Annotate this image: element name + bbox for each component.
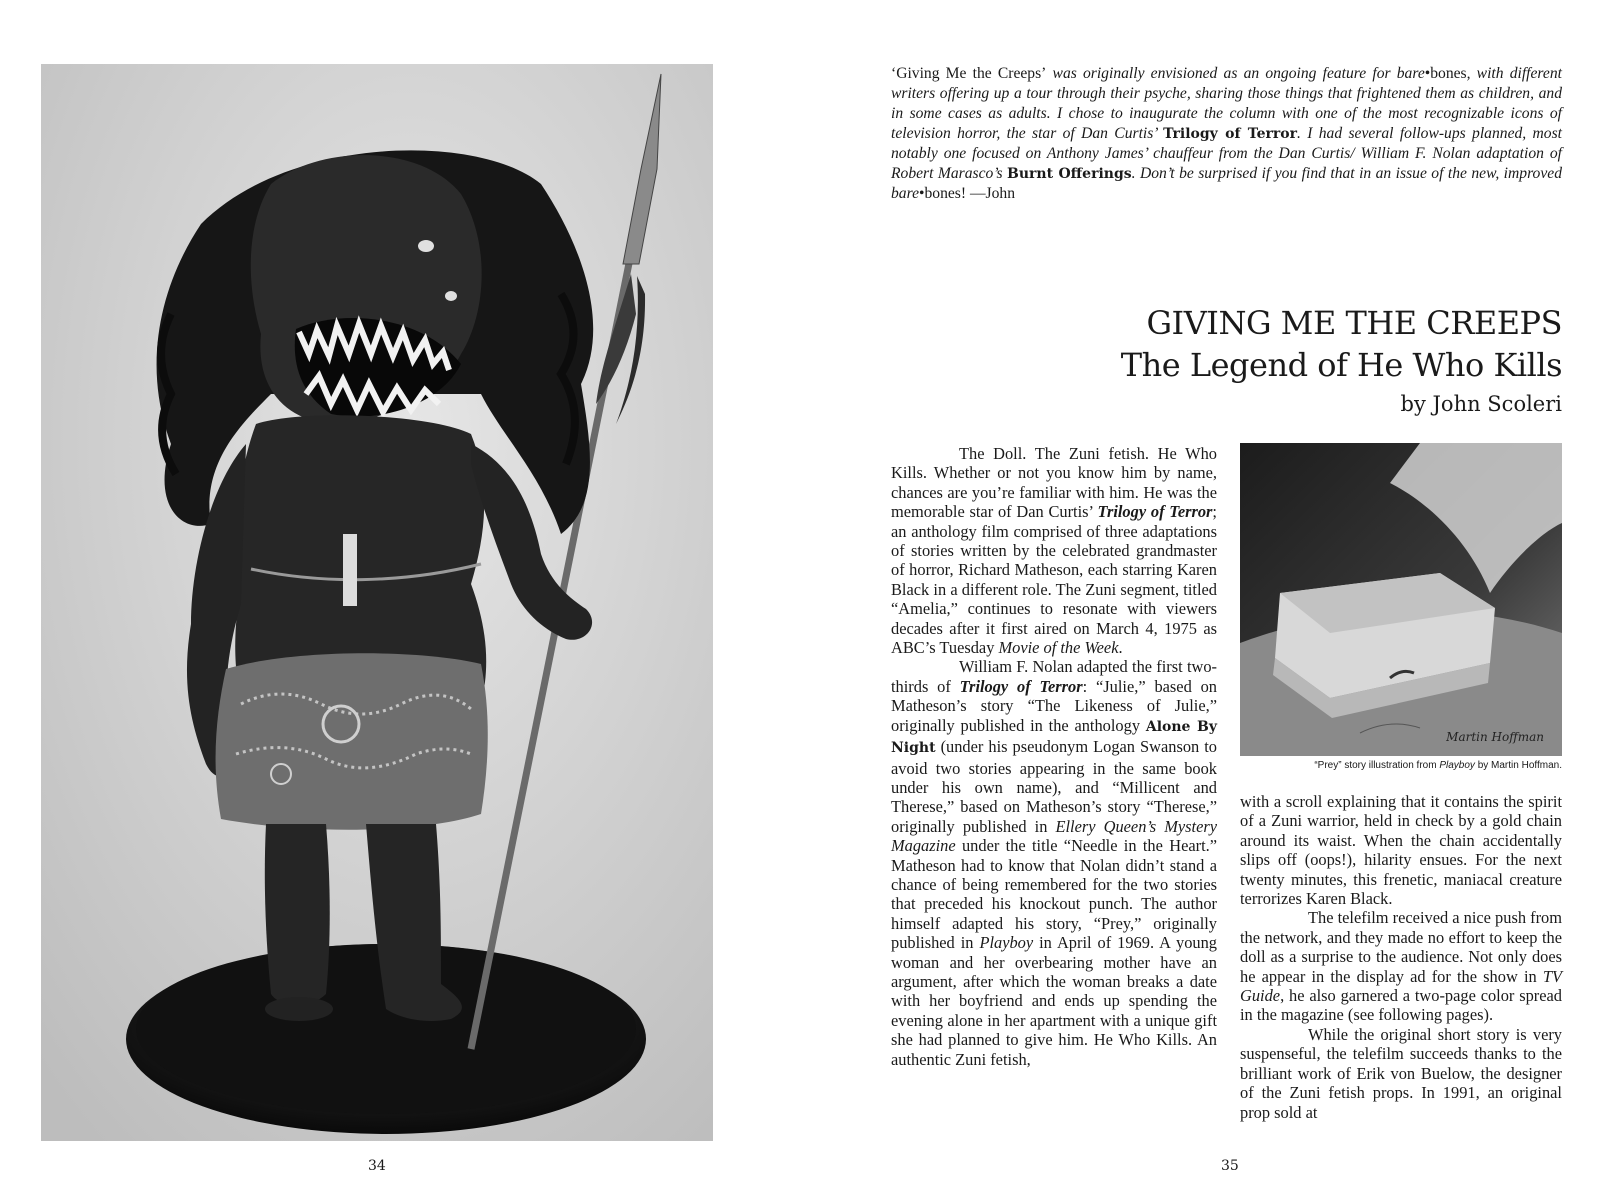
intro-note <box>891 64 1562 204</box>
zuni-doll-photo <box>41 64 713 1141</box>
paragraph-5: While the original short story is very suspenseful, the telefilm succeeds thanks to the brilliant work of Erik von Buelow, the designer of the Zuni fetish props. In 1991, an original prop sold at <box>1240 1024 1562 1122</box>
p1-series-name: Movie of the Week <box>998 638 1119 658</box>
p2-magazine-playboy: Playboy <box>979 933 1034 953</box>
paragraph-2 <box>891 657 1217 1069</box>
p1-film-title: Trilogy of Terror <box>1097 502 1213 522</box>
p2-anthology-title: Alone By Night <box>891 718 1217 757</box>
caption-text-2: by Martin Hoffman. <box>1474 760 1562 771</box>
p2-text-3: (under his pseudonym Logan Swanson to avoid two stories appearing in the same book under his own name), and “Millicent and Therese,” based on Matheson’s story “Therese,” originally published in <box>891 737 1217 836</box>
illustration-signature: Martin Hoffman <box>1446 730 1544 744</box>
page-number-left: 34 <box>368 1158 386 1174</box>
p4-magazine-title: TV Guide <box>1240 966 1562 1006</box>
intro-text-3: . I had several follow-ups planned, most notably one focused on Anthony James’ chauffeur from the Dan Curtis/ William F. Nolan adaptation of Robert Marasco’s <box>891 125 1562 182</box>
p1-text-3: . <box>1118 638 1123 658</box>
body-column-2 <box>1240 792 1562 1122</box>
intro-text-2: , with different writers offering up a tour through their psyche, sharing those things that frightened them as children, and in some cases as adults. I chose to inaugurate the column with one of the most recognizable icons of television horror, the star of Dan Curtis’ <box>891 65 1562 142</box>
p2-text-1: William F. Nolan adapted the first two-thirds of <box>891 657 1217 696</box>
caption-magazine: Playboy <box>1439 760 1475 771</box>
intro-bare-bones-1: •bones <box>1424 65 1467 82</box>
article-title-block <box>1121 302 1562 421</box>
caption-text-1: “Prey” story illustration from <box>1314 760 1440 771</box>
paragraph-1 <box>891 444 1217 657</box>
p2-magazine-title: Ellery Queen’s Mystery Magazine <box>891 816 1217 856</box>
p2-text-2: : “Julie,” based on Matheson’s story “The Likeness of Julie,” originally published in the anthology <box>891 676 1217 735</box>
intro-text-4: . Don’t be surprised if you find that in an issue of the new, improved bare <box>891 165 1562 202</box>
body-column-1 <box>891 444 1217 1069</box>
article-byline: by John Scoleri <box>1400 392 1562 416</box>
p4-text-1: The telefilm received a nice push from the network, and they made no effort to keep the doll as a surprise to the audience. Not only does he appear in the display ad for the show in <box>1240 908 1562 986</box>
paragraph-3: with a scroll explaining that it contains the spirit of a Zuni warrior, held in check by a gold chain around its waist. When the chain accidentally slips off (oops!), hilarity ensues. For the next twenty minutes, this frenetic, maniacal creature terrorizes Karen Black. <box>1240 792 1562 909</box>
prey-illustration <box>1240 443 1562 756</box>
p1-text-2: ; an anthology film comprised of three adaptations of stories written by the celebrated grandmaster of horror, Richard Matheson, each starring Karen Black in a different role. The Zuni segment, titled “Amelia,” continues to resonate with viewers decades after it first aired on March 4, 1975 as ABC’s Tuesday <box>891 502 1217 658</box>
p2-film-title: Trilogy of Terror <box>959 676 1083 696</box>
intro-book-title: Burnt Offerings <box>1007 166 1132 182</box>
suitcase-drawing <box>1240 443 1562 756</box>
p2-text-5: in April of 1969. A young woman and her overbearing mother have an argument, after which the woman breaks a date with her boyfriend and ends up spending the evening alone in her apartment with a unique gift she had planned to give him. He Who Kills. An authentic Zuni fetish, <box>891 933 1217 1069</box>
p2-text-4: under the title “Needle in the Heart.” Matheson had to know that Nolan didn’t stand a chance of being remembered for the two stories that preceded his knockout punch. The author himself adapted his story, “Prey,” originally published in <box>891 836 1217 953</box>
intro-feature-name: ‘Giving Me the Creeps’ <box>891 65 1047 82</box>
p1-text-1: The Doll. The Zuni fetish. He Who Kills. Whether or not you know him by name, chances are you’re familiar with him. He was the memorable star of Dan Curtis’ <box>891 444 1217 522</box>
zuni-doll-illustration <box>41 64 713 1141</box>
p4-text-2: , he also garnered a two-page color spread in the magazine (see following pages). <box>1240 986 1562 1025</box>
intro-film-title: Trilogy of Terror <box>1163 126 1297 142</box>
paragraph-4 <box>1240 908 1562 1024</box>
intro-signoff: •bones! —John <box>919 185 1015 202</box>
page-number-right: 35 <box>1221 1158 1239 1174</box>
article-subtitle: The Legend of He Who Kills <box>1120 346 1562 384</box>
article-title: GIVING ME THE CREEPS <box>1146 304 1562 342</box>
intro-text-1: was originally envisioned as an ongoing feature for bare <box>1046 65 1425 82</box>
illustration-caption <box>1240 760 1562 771</box>
